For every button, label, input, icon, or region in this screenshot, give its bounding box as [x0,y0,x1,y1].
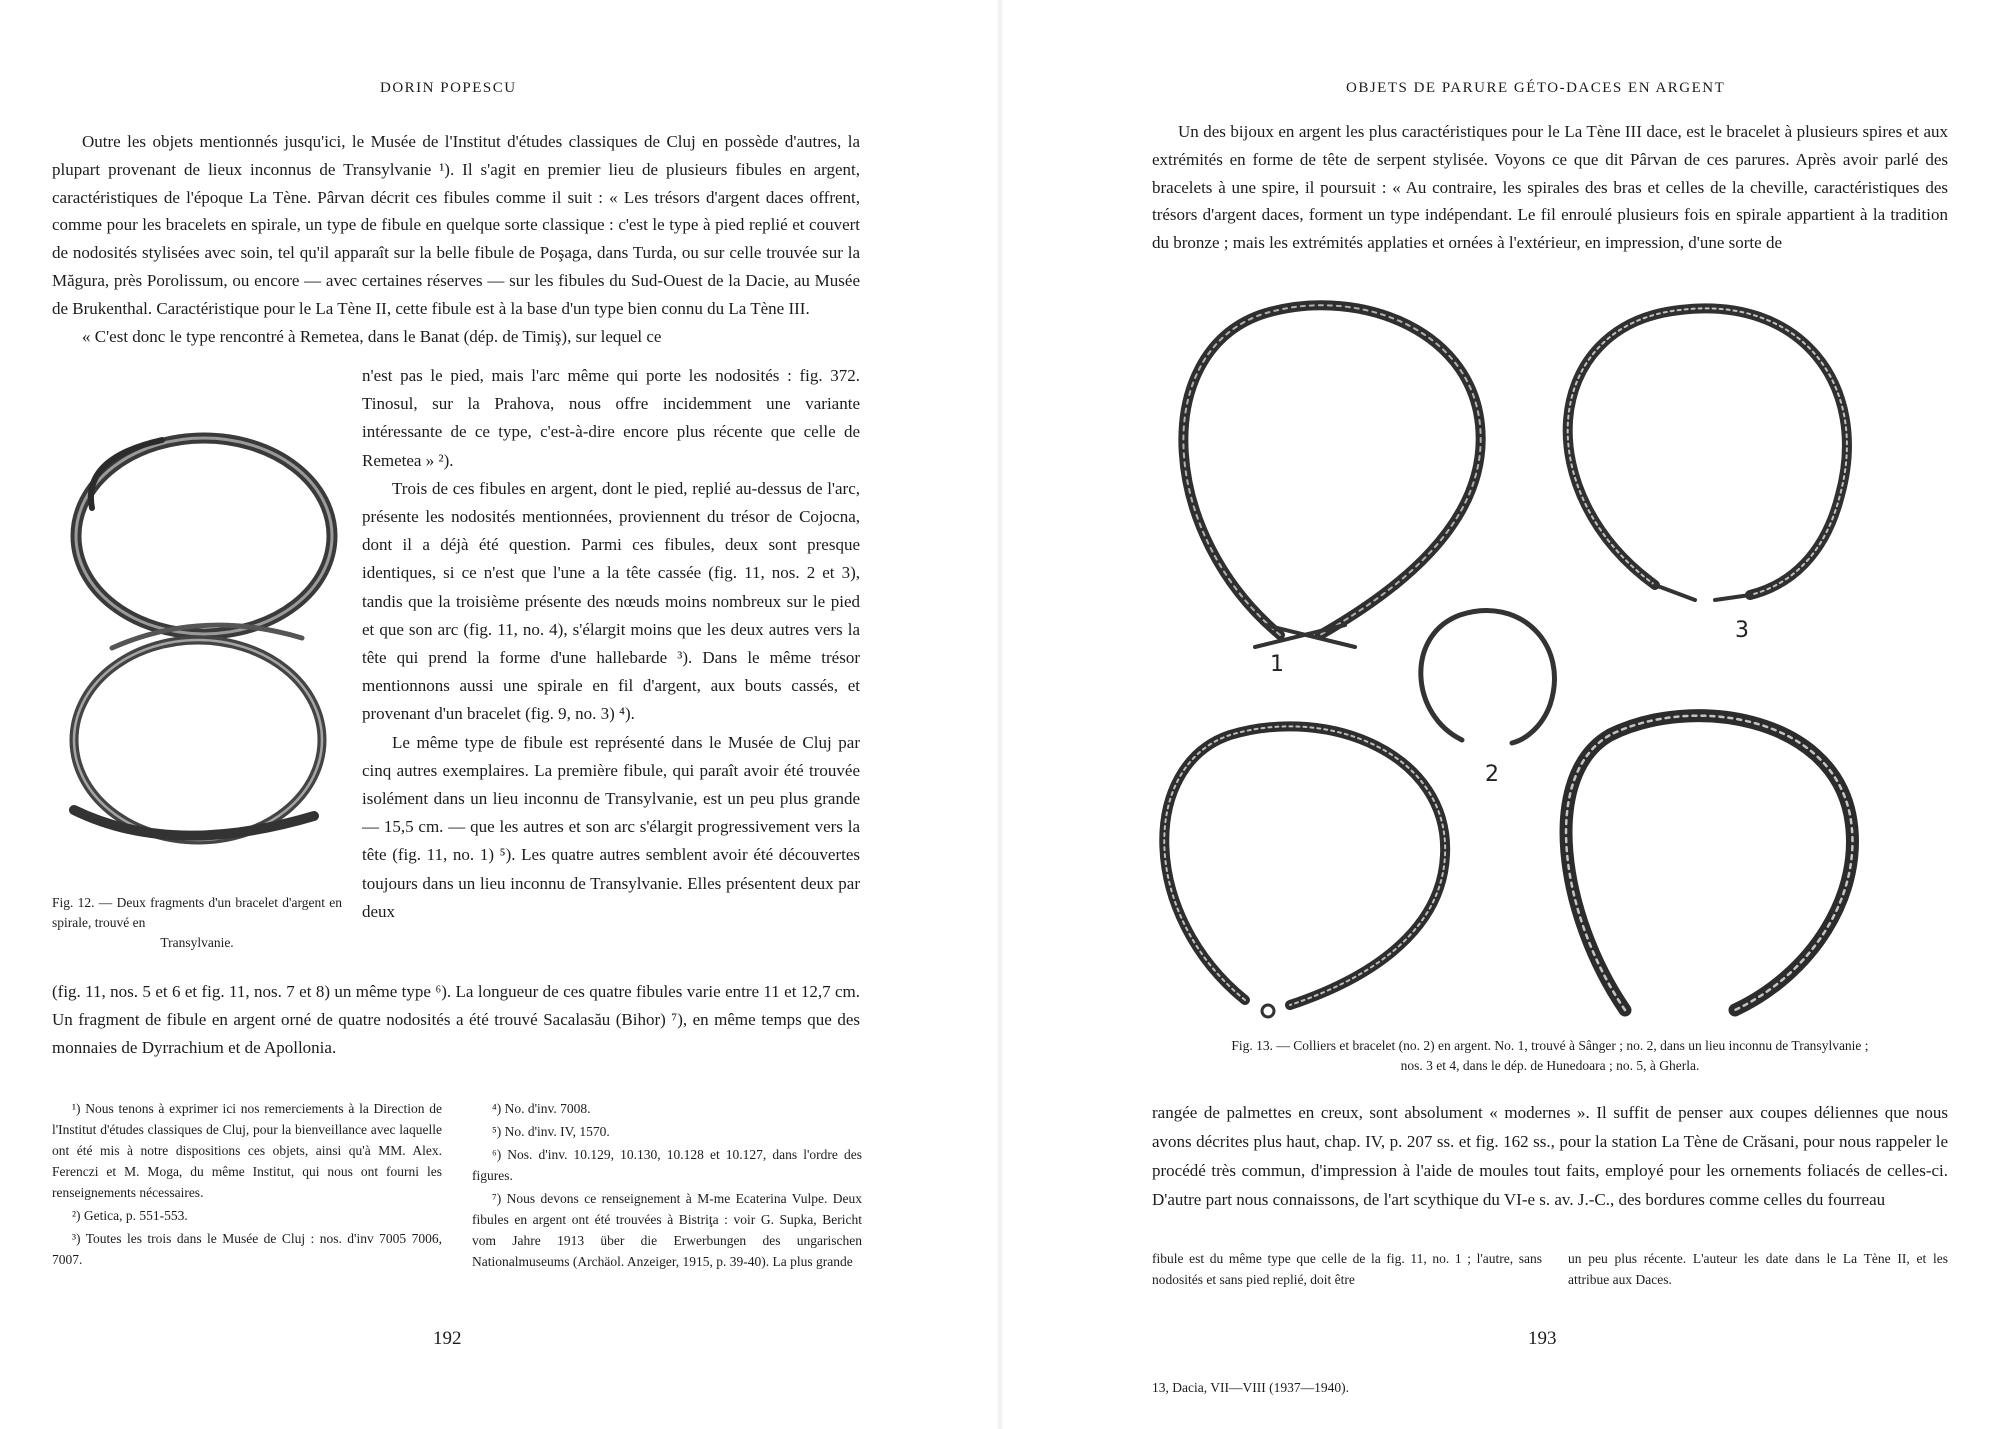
ring-label-2: 2 [1485,762,1499,787]
right-footnote-col-1 [1152,1248,1542,1290]
ring-2 [1210,295,1554,743]
right-intro-text [1152,118,1948,257]
ring-4 [1164,726,1445,1017]
narrow-paragraph-1: n'est pas le pied, mais l'arc même qui porte les nodosités : fig. 372. Tinosul, sur la Prahova, nous offre incidemment une variante intéressante de ce type, c'est-à-dire encore plus récente que celle de Remetea » ²). [362,366,860,470]
fig12-caption [52,893,342,953]
left-bottom-paragraph: (fig. 11, nos. 5 et 6 et fig. 11, nos. 7 et 8) un même type ⁶). La longueur de ces quatre fibules varie entre 11 et 12,7 cm. Un fragment de fibule en argent orné de quatre nodosités a été trouvé Sacalasău (Bihor) ⁷), en même temps que des monnaies de Dyrrachium et de Apollonia. [52,982,860,1058]
ring-5 [1566,716,1852,1010]
right-paragraph-2: rangée de palmettes en creux, sont absolument « modernes ». Il suffit de penser aux coupes déliennes que nous avons décrites plus haut, chap. IV, p. 207 ss. et fig. 162 ss., pour la station La Tène de Crăsani, pour nous rappeler le procédé très commun, d'impression à l'aide de moules tout faits, employé pour les ornements foliacés de celles-ci. D'autre part nous connaissons, de l'art scythique du VI-e s. av. J.-C., des bordures comme celles du fourreau [1152,1103,1948,1209]
right-footnote-a: fibule est du même type que celle de la fig. 11, no. 1 ; l'autre, sans nodosités et sans pied replié, doit être [1152,1251,1542,1287]
running-head-right: OBJETS DE PARURE GÉTO-DACES EN ARGENT [1346,80,1726,96]
page-number-right: 193 [1528,1328,1557,1349]
right-mid-text [1152,1098,1948,1214]
left-bottom-text [52,978,860,1063]
signature-mark: 13, Dacia, VII—VIII (1937—1940). [1152,1380,1349,1395]
left-narrow-column [362,362,860,926]
footnote-5: ⁵) No. d'inv. IV, 1570. [492,1124,610,1139]
fig12-bracelet-photo [52,418,348,850]
footnote-1: ¹) Nous tenons à exprimer ici nos remerciements à la Direction de l'Institut d'études classiques de Cluj, pour la bienveillance avec laquelle ont été mis à notre dispositions ces objets, ainsi qu'à MM. Alex. Ferenczi et M. Moga, du même Institut, qui nous ont fourni les renseignements nécessaires. [52,1101,442,1200]
left-footnotes-col-1 [52,1098,442,1272]
right-paragraph-1: Un des bijoux en argent les plus caractéristiques pour le La Tène III dace, est le bracelet à plusieurs spires et aux extrémités en forme de tête de serpent stylisée. Voyons ce que dit Pârvan de ces parures. Après avoir parlé des bracelets à une spire, il poursuit : « Au contraire, les spirales des bras et celles de la cheville, caractéristiques des trésors d'argent daces, forment un type indépendant. Le fil enroulé plusieurs fois en spirale appartient à la tradition du bronze ; mais les extrémités applaties et ornées à l'extérieur, en impression, d'une sorte de [1152,122,1948,253]
footnote-7: ⁷) Nous devons ce renseignement à M-me Ecaterina Vulpe. Deux fibules en argent ont été trouvées à Bistriţa : voir G. Supka, Bericht vom Jahre 1913 über die Erwerbungen des ungarischen Nationalmuseums (Archäol. Anzeiger, 1915, p. 39-40). La plus grande [472,1191,862,1269]
left-intro-text [52,128,860,350]
ring-1 [1183,305,1480,647]
fig12-caption-b: Transylvanie. [160,935,234,950]
page-number-left: 192 [433,1328,462,1349]
right-page [1000,0,2000,1429]
left-paragraph-1: Outre les objets mentionnés jusqu'ici, le Musée de l'Institut d'études classiques de Cluj en possède d'autres, la plupart provenant de lieux inconnus de Transylvanie ¹). Il s'agit en premier lieu de plusieurs fibules en argent, caractéristiques de l'époque La Tène. Pârvan décrit ces fibules comme il suit : « Les trésors d'argent daces offrent, comme pour les bracelets en spirale, un type de fibule en quelque sorte classique : c'est le type à pied replié et couvert de nodosités stylisées avec soin, tel qu'il apparaît sur la belle fibule de Poşaga, dans Turda, ou sur celle trouvée sur la Măgura, près Porolissum, ou encore — avec certaines réserves — sur les fibules du Sud-Ouest de la Dacie, au Musée de Brukenthal. Caractéristique pour le La Tène II, cette fibule est à la base d'un type bien connu du La Tène III. [52,132,860,318]
fig13-caption: Fig. 13. — Colliers et bracelet (no. 2) en argent. No. 1, trouvé à Sânger ; no. 2, dans un lieu inconnu de Transylvanie ; nos. 3 et 4, dans le dép. de Hunedoara ; no. 5, à Gherla. [1231,1038,1869,1073]
narrow-paragraph-2: Trois de ces fibules en argent, dont le pied, replié au-dessus de l'arc, présente les nodosités mentionnées, proviennent du trésor de Cojocna, dont il a déjà été question. Parmi ces fibules, deux sont presque identiques, si ce n'est que l'une a la tête cassée (fig. 11, nos. 2 et 3), tandis que la troisième présente des nœuds moins nombreux sur le pied et que son arc (fig. 11, no. 4), s'élargit moins que les deux autres vers la tête qui prend la forme d'une hallebarde ³). Dans le même trésor mentionnons aussi une spirale en fil d'argent, aux bouts cassés, et provenant d'un bracelet (fig. 9, no. 3) ⁴). [362,478,860,724]
right-footnote-b: un peu plus récente. L'auteur les date dans le La Tène II, et les attribue aux Daces. [1568,1251,1948,1287]
footnote-3: ³) Toutes les trois dans le Musée de Cluj : nos. d'inv 7005 7006, 7007. [52,1231,442,1267]
ring-3 [1568,308,1847,600]
running-head-left: DORIN POPESCU [380,80,517,96]
footnote-2: ²) Getica, p. 551-553. [72,1208,188,1223]
fig12-caption-a: Fig. 12. — Deux fragments d'un bracelet d'argent en spirale, trouvé en [52,895,342,930]
ring-label-1: 1 [1270,652,1284,677]
narrow-paragraph-3: Le même type de fibule est représenté dans le Musée de Cluj par cinq autres exemplaires. La première fibule, qui paraît avoir été trouvée isolément dans un lieu inconnu de Transylvanie, est un peu plus grande — 15,5 cm. — que les autres et son arc s'élargit progressivement vers la tête (fig. 11, no. 1) ⁵). Les quatre autres semblent avoir été découvertes toujours dans un lieu inconnu de Transylvanie. Elles présentent deux par deux [362,732,860,921]
fig13-rings-illustration [1150,295,1950,1025]
left-paragraph-2-start: « C'est donc le type rencontré à Remetea, dans le Banat (dép. de Timiş), sur lequel ce [82,326,662,346]
left-footnotes-col-2 [472,1098,862,1274]
footnote-4: ⁴) No. d'inv. 7008. [492,1101,591,1116]
footnote-6: ⁶) Nos. d'inv. 10.129, 10.130, 10.128 et 10.127, dans l'ordre des figures. [472,1147,862,1183]
ring-label-3: 3 [1735,618,1749,643]
right-footnote-col-2 [1568,1248,1948,1290]
